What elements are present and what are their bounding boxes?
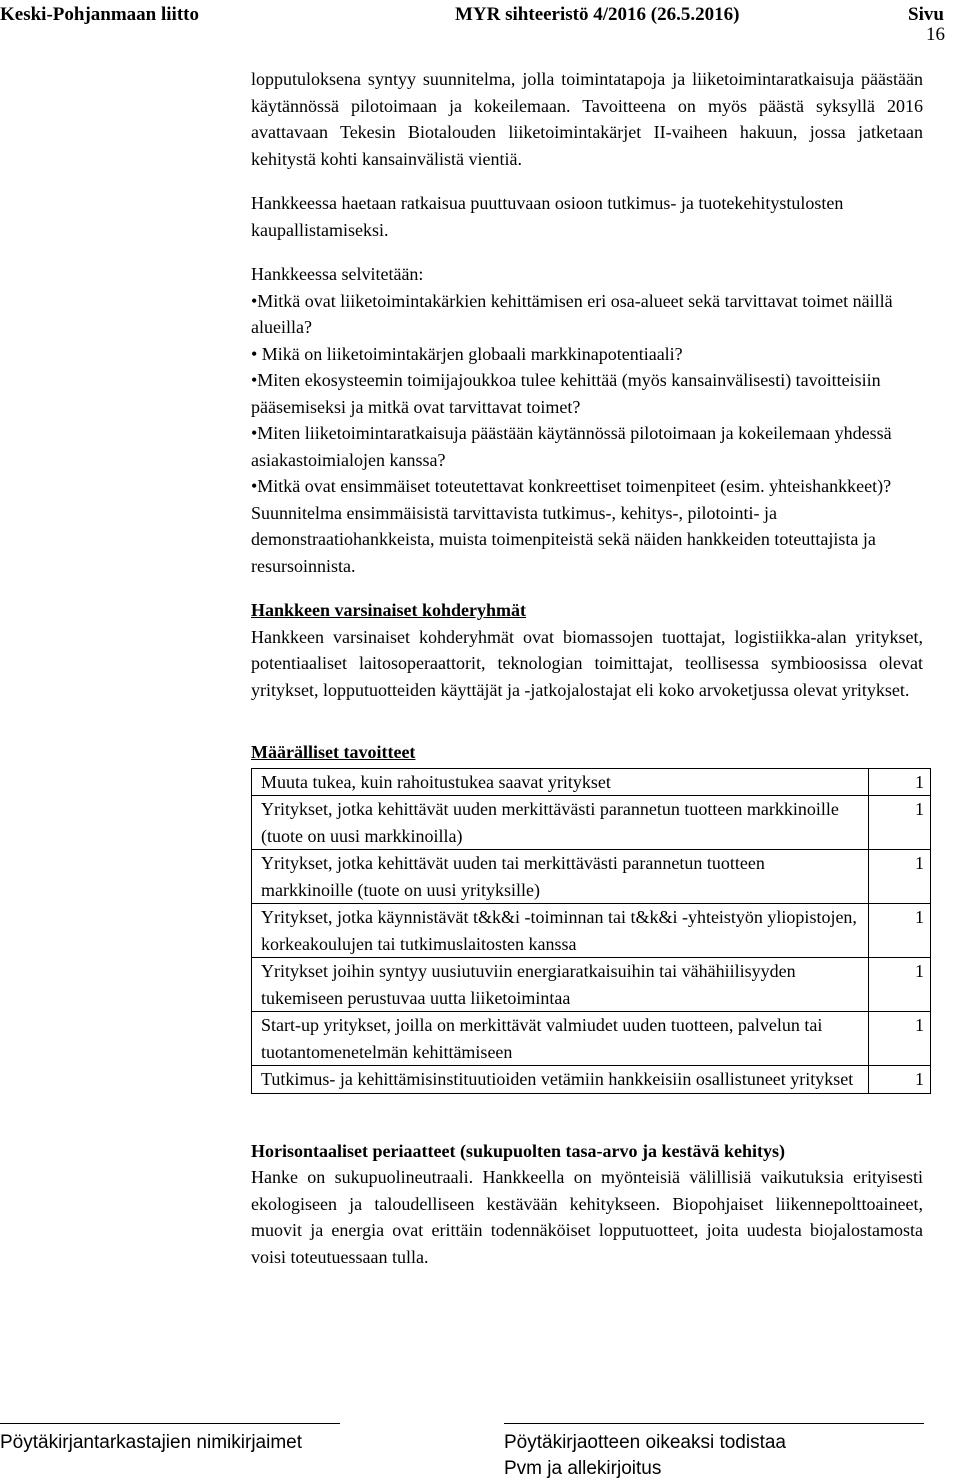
- goal-value: 1: [869, 958, 931, 1012]
- horizontal-principles-title: Horisontaaliset periaatteet (sukupuolten tasa-arvo ja kestävä kehitys): [251, 1140, 785, 1161]
- goal-label: Yritykset, jotka käynnistävät t&k&i -toiminnan tai t&k&i -yhteistyön yliopistojen, korkeakoulujen tai tutkimuslaitosten kanssa: [252, 904, 869, 958]
- investigation-list: [251, 261, 923, 579]
- footer-divider-left: [0, 1423, 340, 1424]
- horizontal-principles-text: Hanke on sukupuolineutraali. Hankkeella on myönteisiä välillisiä vaikutuksia erityisesti ekologiseen ja taloudelliseen kestävään kehitykseen. Biopohjaiset liikennepolttoaineet, muovit ja energia ovat erittäin todennäköiset lopputuotteet, joita uudesta biojalostamosta voisi toteutuessaan tulla.: [251, 1167, 923, 1267]
- goal-label: Tutkimus- ja kehittämisinstituutioiden vetämiin hankkeisiin osallistuneet yritykset: [252, 1066, 869, 1094]
- footer-initials: Pöytäkirjantarkastajien nimikirjaimet: [0, 1432, 302, 1453]
- header-meeting: MYR sihteeristö 4/2016 (26.5.2016): [455, 4, 740, 25]
- footer-divider-right: [504, 1423, 924, 1424]
- list-item: •Mitkä ovat ensimmäiset toteutettavat konkreettiset toimenpiteet (esim. yhteishankkeet)? Suunnitelma ensimmäisistä tarvittavista tutkimus-, kehitys-, pilotointi- ja demonstraatiohankkeista, muista toimenpiteistä sekä näiden hankkeiden toteuttajista ja resursoinnista.: [251, 476, 892, 576]
- table-row: [252, 1066, 931, 1094]
- list-item: •Mitkä ovat liiketoimintakärkien kehittämisen eri osa-alueet sekä tarvittavat toimet näillä alueilla?: [251, 290, 893, 337]
- quantitative-goals-title: Määrälliset tavoitteet: [251, 742, 416, 762]
- footer-date-signature: Pvm ja allekirjoitus: [504, 1458, 662, 1479]
- table-row: [252, 796, 931, 850]
- list-item: •Miten ekosysteemin toimijajoukkoa tulee kehittää (myös kansainvälisesti) tavoitteisiin pääsemiseksi ja mitkä ovat tarvittavat toimet?: [251, 370, 881, 417]
- goal-label: Yritykset, jotka kehittävät uuden tai merkittävästi parannetun tuotteen markkinoille (tuote on uusi yrityksille): [252, 850, 869, 904]
- footer-certification: Pöytäkirjaotteen oikeaksi todistaa: [504, 1432, 786, 1453]
- investigation-lead: Hankkeessa selvitetään:: [251, 264, 424, 284]
- goal-value: 1: [869, 796, 931, 850]
- table-row: [252, 850, 931, 904]
- goal-value: 1: [869, 768, 931, 796]
- list-item: •Miten liiketoimintaratkaisuja päästään käytännössä pilotoimaan ja kokeilemaan yhdessä asiakastoimialojen kanssa?: [251, 423, 892, 470]
- goal-value: 1: [869, 1066, 931, 1094]
- header-page-label: Sivu: [908, 4, 944, 25]
- intro-paragraph: lopputuloksena syntyy suunnitelma, jolla toimintatapoja ja liiketoimintaratkaisuja päästään käytännössä pilotoimaan ja kokeilemaan. Tavoitteena on myös päästä syksyllä 2016 avattavaan Tekesin Biotalouden liiketoimintakärjet II-vaiheen hakuun, jossa jatketaan kehitystä kohti kansainvälistä vientiä.: [251, 69, 923, 169]
- table-row: [252, 1012, 931, 1066]
- table-row: [252, 958, 931, 1012]
- goal-label: Start-up yritykset, joilla on merkittävät valmiudet uuden tuotteen, palvelun tai tuotantomenetelmän kehittämiseen: [252, 1012, 869, 1066]
- document-body: [251, 66, 923, 1270]
- goal-label: Yritykset joihin syntyy uusiutuviin energiaratkaisuihin tai vähähiilisyyden tukemiseen perustuvaa uutta liiketoimintaa: [252, 958, 869, 1012]
- goal-label: Muuta tukea, kuin rahoitustukea saavat yritykset: [252, 768, 869, 796]
- paragraph-commercialization: Hankkeessa haetaan ratkaisua puuttuvaan osioon tutkimus- ja tuotekehitystulosten kaupallistamiseksi.: [251, 193, 844, 240]
- page-number: 16: [926, 24, 945, 45]
- quantitative-goals-table: [251, 768, 931, 1094]
- header-organization: Keski-Pohjanmaan liitto: [0, 4, 199, 25]
- goal-value: 1: [869, 904, 931, 958]
- table-row: [252, 904, 931, 958]
- goal-value: 1: [869, 850, 931, 904]
- table-row: [252, 768, 931, 796]
- target-groups-text: Hankkeen varsinaiset kohderyhmät ovat biomassojen tuottajat, logistiikka-alan yritykset, potentiaaliset laitosoperaattorit, teknologian toimittajat, teollisessa symbioosissa olevat yritykset, lopputuotteiden käyttäjät ja -jatkojalostajat eli koko arvoketjussa olevat yritykset.: [251, 626, 923, 700]
- list-item: • Mikä on liiketoimintakärjen globaali markkinapotentiaali?: [251, 343, 683, 364]
- goal-label: Yritykset, jotka kehittävät uuden merkittävästi parannetun tuotteen markkinoille (tuote on uusi markkinoilla): [252, 796, 869, 850]
- target-groups-title: Hankkeen varsinaiset kohderyhmät: [251, 600, 527, 620]
- goal-value: 1: [869, 1012, 931, 1066]
- page-header: [0, 4, 960, 32]
